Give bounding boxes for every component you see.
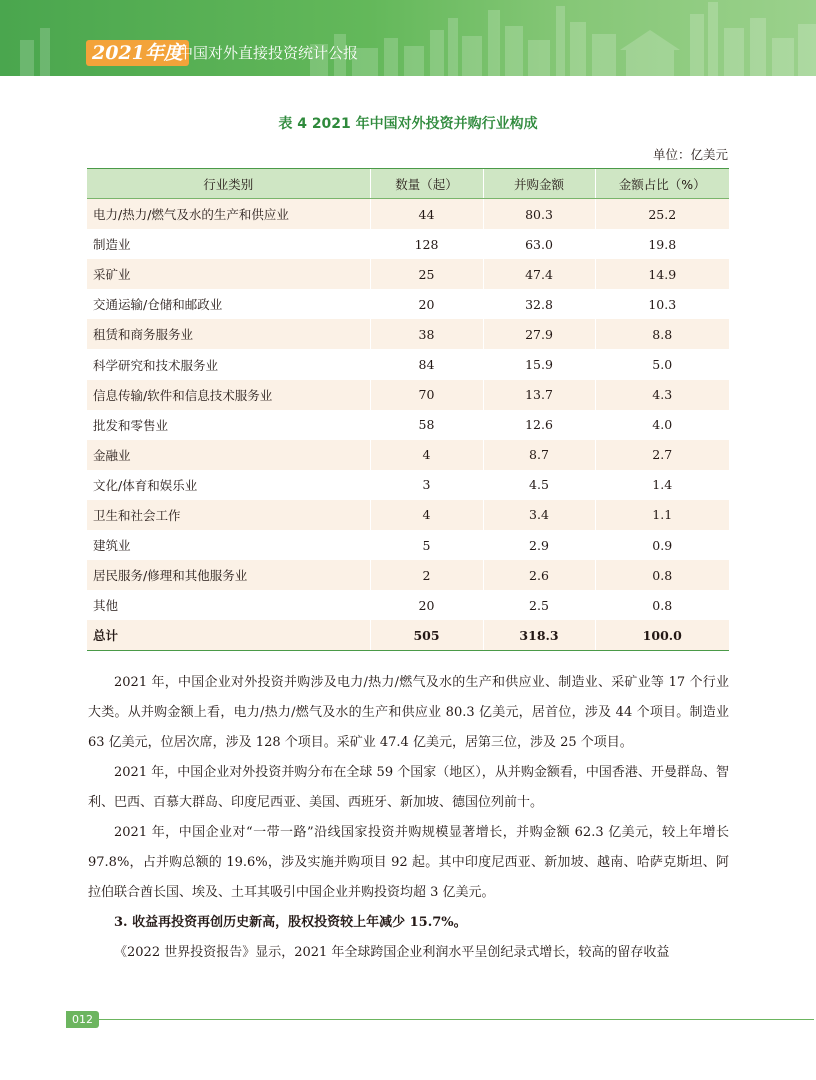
paragraph: 2021 年，中国企业对“一带一路”沿线国家投资并购规模显著增长，并购金额 62.3 亿美元，较上年增长 97.8%，占并购总额的 19.6%，涉及实施并购项目 92 起。其中印度尼西亚、新加坡、越南、哈萨克斯坦、阿拉伯联合酋长国、埃及、土耳其吸引中国企业并购投资均超 3 亿美元。	[88, 825, 729, 900]
footer-divider	[97, 1019, 814, 1020]
cell-count: 128	[370, 229, 483, 259]
cell-industry: 建筑业	[87, 530, 370, 560]
total-share: 100.0	[595, 620, 729, 651]
cell-share: 2.7	[595, 440, 729, 470]
cell-share: 10.3	[595, 289, 729, 319]
cell-industry: 制造业	[87, 229, 370, 259]
table-row	[87, 440, 729, 470]
cell-count: 20	[370, 590, 483, 620]
cell-amount: 47.4	[483, 259, 595, 289]
cell-industry: 电力/热力/燃气及水的生产和供应业	[87, 199, 370, 230]
cell-share: 0.8	[595, 560, 729, 590]
cell-industry: 金融业	[87, 440, 370, 470]
cell-amount: 27.9	[483, 319, 595, 349]
cell-count: 20	[370, 289, 483, 319]
cell-industry: 采矿业	[87, 259, 370, 289]
cell-industry: 交通运输/仓储和邮政业	[87, 289, 370, 319]
cell-count: 58	[370, 410, 483, 440]
cell-amount: 2.9	[483, 530, 595, 560]
publication-title: 中国对外直接投资统计公报	[178, 44, 359, 62]
cell-count: 70	[370, 380, 483, 410]
cell-amount: 13.7	[483, 380, 595, 410]
cell-share: 8.8	[595, 319, 729, 349]
cell-count: 5	[370, 530, 483, 560]
table-row	[87, 380, 729, 410]
cell-industry: 科学研究和技术服务业	[87, 349, 370, 379]
cell-count: 3	[370, 470, 483, 500]
column-header-share: 金额占比（%）	[595, 169, 729, 199]
table-row	[87, 530, 729, 560]
section-heading: 3. 收益再投资再创历史新高，股权投资较上年减少 15.7%。	[114, 915, 467, 930]
cell-industry: 信息传输/软件和信息技术服务业	[87, 380, 370, 410]
cell-count: 4	[370, 500, 483, 530]
column-header-industry: 行业类别	[87, 169, 370, 199]
industry-ma-table	[87, 168, 729, 651]
table-row	[87, 500, 729, 530]
total-amount: 318.3	[483, 620, 595, 651]
cell-amount: 63.0	[483, 229, 595, 259]
total-label: 总计	[87, 620, 370, 651]
table-row	[87, 289, 729, 319]
table-row	[87, 319, 729, 349]
cell-share: 1.4	[595, 470, 729, 500]
cell-amount: 2.6	[483, 560, 595, 590]
table-row	[87, 590, 729, 620]
table-row	[87, 349, 729, 379]
cell-industry: 批发和零售业	[87, 410, 370, 440]
table-total-row	[87, 620, 729, 651]
year-label-badge: 2021年度	[86, 40, 189, 66]
header-banner	[0, 0, 816, 76]
column-header-amount: 并购金额	[483, 169, 595, 199]
column-header-count: 数量（起）	[370, 169, 483, 199]
table-row	[87, 560, 729, 590]
cell-amount: 3.4	[483, 500, 595, 530]
cell-industry: 其他	[87, 590, 370, 620]
cell-share: 14.9	[595, 259, 729, 289]
cell-count: 38	[370, 319, 483, 349]
cell-amount: 80.3	[483, 199, 595, 230]
table-header-row	[87, 169, 729, 199]
paragraph: 2021 年，中国企业对外投资并购涉及电力/热力/燃气及水的生产和供应业、制造业、采矿业等 17 个行业大类。从并购金额上看，电力/热力/燃气及水的生产和供应业 80.3 亿美元，居首位，涉及 44 个项目。制造业 63 亿美元，位居次席，涉及 128 个项目。采矿业 47.4 亿美元，居第三位，涉及 25 个项目。	[88, 675, 729, 750]
cell-count: 4	[370, 440, 483, 470]
cell-share: 25.2	[595, 199, 729, 230]
cell-industry: 文化/体育和娱乐业	[87, 470, 370, 500]
cell-count: 84	[370, 349, 483, 379]
page-number: 012	[66, 1011, 99, 1028]
table-row	[87, 199, 729, 230]
table-row	[87, 229, 729, 259]
paragraph: 2021 年，中国企业对外投资并购分布在全球 59 个国家（地区），从并购金额看，中国香港、开曼群岛、智利、巴西、百慕大群岛、印度尼西亚、美国、西班牙、新加坡、德国位列前十。	[88, 765, 729, 810]
table-row	[87, 470, 729, 500]
cell-share: 4.0	[595, 410, 729, 440]
cell-share: 0.8	[595, 590, 729, 620]
cell-count: 2	[370, 560, 483, 590]
total-count: 505	[370, 620, 483, 651]
table-caption: 表 4 2021 年中国对外投资并购行业构成	[278, 116, 538, 132]
cell-amount: 8.7	[483, 440, 595, 470]
table-unit: 单位：亿美元	[652, 147, 728, 162]
body-text	[88, 668, 729, 968]
table-row	[87, 259, 729, 289]
cell-share: 1.1	[595, 500, 729, 530]
cell-count: 44	[370, 199, 483, 230]
cell-amount: 12.6	[483, 410, 595, 440]
cell-amount: 4.5	[483, 470, 595, 500]
paragraph: 《2022 世界投资报告》显示，2021 年全球跨国企业利润水平呈创纪录式增长，较高的留存收益	[114, 945, 670, 960]
cell-industry: 租赁和商务服务业	[87, 319, 370, 349]
cell-share: 0.9	[595, 530, 729, 560]
cell-amount: 15.9	[483, 349, 595, 379]
cell-industry: 居民服务/修理和其他服务业	[87, 560, 370, 590]
table-row	[87, 410, 729, 440]
cell-amount: 2.5	[483, 590, 595, 620]
cell-share: 5.0	[595, 349, 729, 379]
cell-share: 19.8	[595, 229, 729, 259]
cell-count: 25	[370, 259, 483, 289]
cell-share: 4.3	[595, 380, 729, 410]
cell-amount: 32.8	[483, 289, 595, 319]
cell-industry: 卫生和社会工作	[87, 500, 370, 530]
